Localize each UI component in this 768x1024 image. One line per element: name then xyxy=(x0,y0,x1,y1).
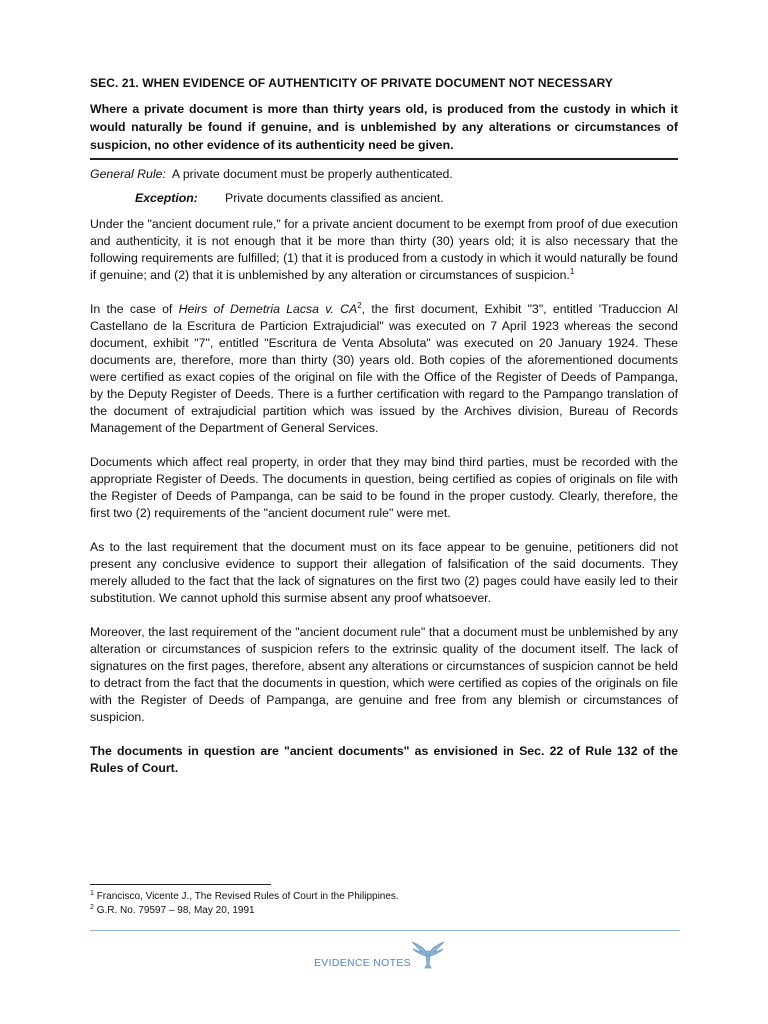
footer-divider xyxy=(90,930,680,931)
paragraph-last-requirement: As to the last requirement that the document must on its face appear to be genuine, petitioners did not present any conclusive evidence to support their allegation of falsification of the said documents. They merely alluded to the fact that the lack of signatures on the first two (2) pages could have easily led to their substitution. We cannot uphold this surmise absent any proof whatsoever. xyxy=(90,540,678,605)
exception-label: Exception: xyxy=(135,191,198,205)
exception-text: Private documents classified as ancient. xyxy=(225,191,444,205)
provision-text: Where a private document is more than thirty years old, is produced from the custody in which it would naturally be found if genuine, and is unblemished by any alterations or circumstances of suspicion, no other evidence of its authenticity need be given. xyxy=(90,102,678,152)
footnote-ref-1[interactable]: 1 xyxy=(569,267,575,276)
paragraph-text: , the first document, Exhibit "3", entitled 'Traduccion Al Castellano de la Escritura de Particion Extrajudicial" was executed on 7 April 1923 whereas the second document, exhibit "7", entitled "Escritura de Venta Absoluta" was executed on 20 January 1924. These documents are, therefore, more than thirty (30) years old. Both copies of the aforementioned documents were certified as exact copies of the original on file with the Office of the Register of Deeds of Pampanga, by the Deputy Register of Deeds. There is a further certification with regard to the Pampango translation of the document of extrajudicial partition which was issued by the Archives division, Bureau of Records Management of the Department of General Services. xyxy=(90,302,678,435)
paragraph-real-property: Documents which affect real property, in order that they may bind third parties, must be recorded with the appropriate Register of Deeds. The documents in question, being certified as copies of originals on file with the Register of Deeds of Pampanga, can be said to be found in the proper custody. Clearly, therefore, the first two (2) requirements of the "ancient document rule" were met. xyxy=(90,455,678,520)
paragraph-conclusion: The documents in question are "ancient documents" as envisioned in Sec. 22 of Rule 132 of the Rules of Court. xyxy=(90,744,678,775)
footer-label: EVIDENCE NOTES xyxy=(314,957,411,969)
footnote-1 xyxy=(90,890,399,904)
footnote-text: Francisco, Vicente J., The Revised Rules of Court in the Philippines. xyxy=(96,891,399,902)
bird-emblem-icon xyxy=(410,938,446,975)
general-rule-label: General Rule: xyxy=(90,167,166,181)
paragraph-text-intro: In the case of xyxy=(90,302,179,316)
footnotes xyxy=(90,890,399,918)
footnote-ref-2[interactable]: 2 xyxy=(357,301,362,310)
divider xyxy=(90,158,678,160)
general-rule xyxy=(90,167,678,181)
general-rule-text: A private document must be properly authenticated. xyxy=(171,167,453,181)
paragraph-text: Under the "ancient document rule," for a private ancient document to be exempt from proof of due execution and authenticity, it is not enough that it be more than thirty (30) years old; it is also necessary that the following requirements are fulfilled; (1) that it is produced from a custody in which it would naturally be found if genuine; and (2) that it is unblemished by any alteration or circumstances of suspicion. xyxy=(90,217,678,282)
footnote-text: G.R. No. 79597 – 98, May 20, 1991 xyxy=(96,905,255,916)
footnote-number: 2 xyxy=(90,904,94,911)
paragraph-case xyxy=(90,301,678,437)
section-heading: SEC. 21. WHEN EVIDENCE OF AUTHENTICITY OF PRIVATE DOCUMENT NOT NECESSARY xyxy=(90,76,614,90)
footnote-number: 1 xyxy=(90,890,94,897)
paragraph-extrinsic-quality: Moreover, the last requirement of the "ancient document rule" that a document must be unblemished by any alteration or circumstances of suspicion refers to the extrinsic quality of the document itself. The lack of signatures on the first pages, therefore, absent any alterations or circumstances of suspicion cannot be held to detract from the fact that the documents in question, which were certified as copies of the originals on file with the Register of Deeds of Pampanga, are genuine and free from any blemish or circumstances of suspicion. xyxy=(90,625,678,724)
paragraph-ancient-document-rule xyxy=(90,216,678,284)
footnote-divider xyxy=(90,884,271,885)
case-name: Heirs of Demetria Lacsa v. CA xyxy=(178,302,358,316)
footnote-2 xyxy=(90,904,399,918)
document-body xyxy=(90,76,678,794)
exception xyxy=(135,191,678,205)
